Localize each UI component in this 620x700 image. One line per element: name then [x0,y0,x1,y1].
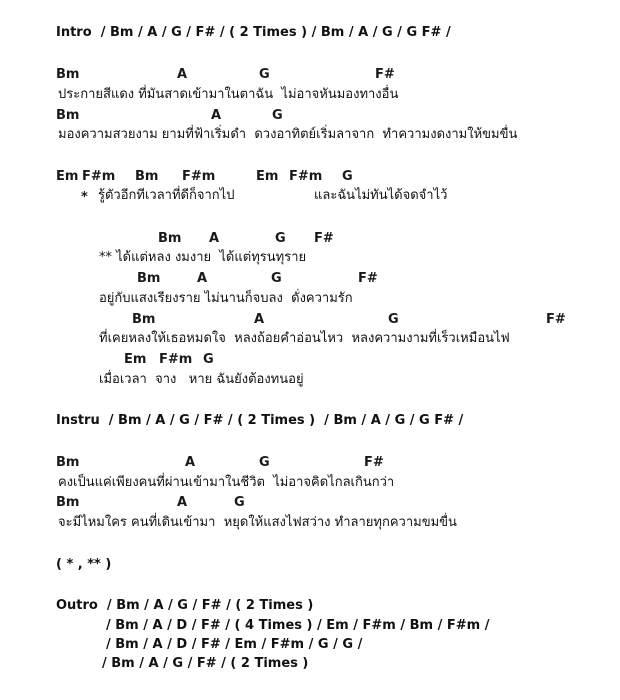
lyric-line: รู้ตัวอีกทีเวลาที่ดีก็จากไป [98,188,235,203]
lyric-line: อยู่กับแสงเรียงราย ไม่นานก็จบลง ดั่งความรัก [99,291,353,306]
chord: F# [358,271,378,286]
outro-line: Outro / Bm / A / G / F# / ( 2 Times ) [56,598,314,613]
chord: F#m [289,169,323,184]
chord: A [254,312,265,327]
chord: G [275,231,286,246]
chord: F# [546,312,566,327]
chord: Bm [56,495,80,510]
chord: Bm [132,312,156,327]
chord: F#m [82,169,116,184]
chord: Bm [56,108,80,123]
chord: A [211,108,222,123]
chord: A [177,495,188,510]
chord: G [271,271,282,286]
chord: Bm [135,169,159,184]
intro-line: Intro / Bm / A / G / F# / ( 2 Times ) / Bm / A / G / G F# / [56,25,451,40]
chord: G [234,495,245,510]
outro-line: / Bm / A / G / F# / ( 2 Times ) [102,656,309,671]
chord: Bm [56,67,80,82]
chord: Bm [137,271,161,286]
chord: F# [314,231,334,246]
lyric-line: มองความสวยงาม ยามที่ฟ้าเริ่มดำ ดวงอาทิตย์เริ่มลาจาก ทำความงดงามให้ขมขื่น [58,127,518,142]
chord: G [342,169,353,184]
chord: G [259,455,270,470]
lyric-line: จะมีไหมใคร คนที่เดินเข้ามา หยุดให้แสงไฟสว่าง ทำลายทุกความขมขื่น [58,515,457,530]
chord: G [259,67,270,82]
chord: A [197,271,208,286]
lyric-line: คงเป็นแค่เพียงคนที่ผ่านเข้ามาในชีวิต ไม่อาจคิดไกลเกินกว่า [58,475,395,490]
chord: Bm [56,455,80,470]
chord: F#m [159,352,193,367]
chord: A [177,67,188,82]
chord: Bm [158,231,182,246]
chord: F# [375,67,395,82]
lyric-line: และฉันไม่ทันได้จดจำไว้ [314,188,448,203]
lyric-line: ที่เคยหลงให้เธอหมดใจ หลงถ้อยคำอ่อนไหว หลงความงามที่เร็วเหมือนไฟ [99,331,510,346]
chord: A [185,455,196,470]
chord: F# [364,455,384,470]
outro-line: / Bm / A / D / F# / ( 4 Times ) / Em / F#m / Bm / F#m / [106,618,490,633]
lyric-line: เมื่อเวลา จาง หาย ฉันยังต้องทนอยู่ [99,372,304,387]
chord: F#m [182,169,216,184]
outro-line: / Bm / A / D / F# / Em / F#m / G / G / [106,637,363,652]
chord: G [388,312,399,327]
lyric-line: ** ได้แต่หลง งมงาย ได้แต่ทุรนทุราย [99,250,307,265]
section-marker: * [81,190,88,205]
chord: G [203,352,214,367]
lyric-line: ประกายสีแดง ที่มันสาดเข้ามาในตาฉัน ไม่อาจหันมองทางอื่น [58,87,399,102]
chord: G [272,108,283,123]
chord: A [209,231,220,246]
repeat-marker: ( * , ** ) [56,557,112,572]
instru-line: Instru / Bm / A / G / F# / ( 2 Times ) / Bm / A / G / G F# / [56,413,464,428]
chord: Em [256,169,279,184]
chord: Em [56,169,79,184]
chord: Em [124,352,147,367]
